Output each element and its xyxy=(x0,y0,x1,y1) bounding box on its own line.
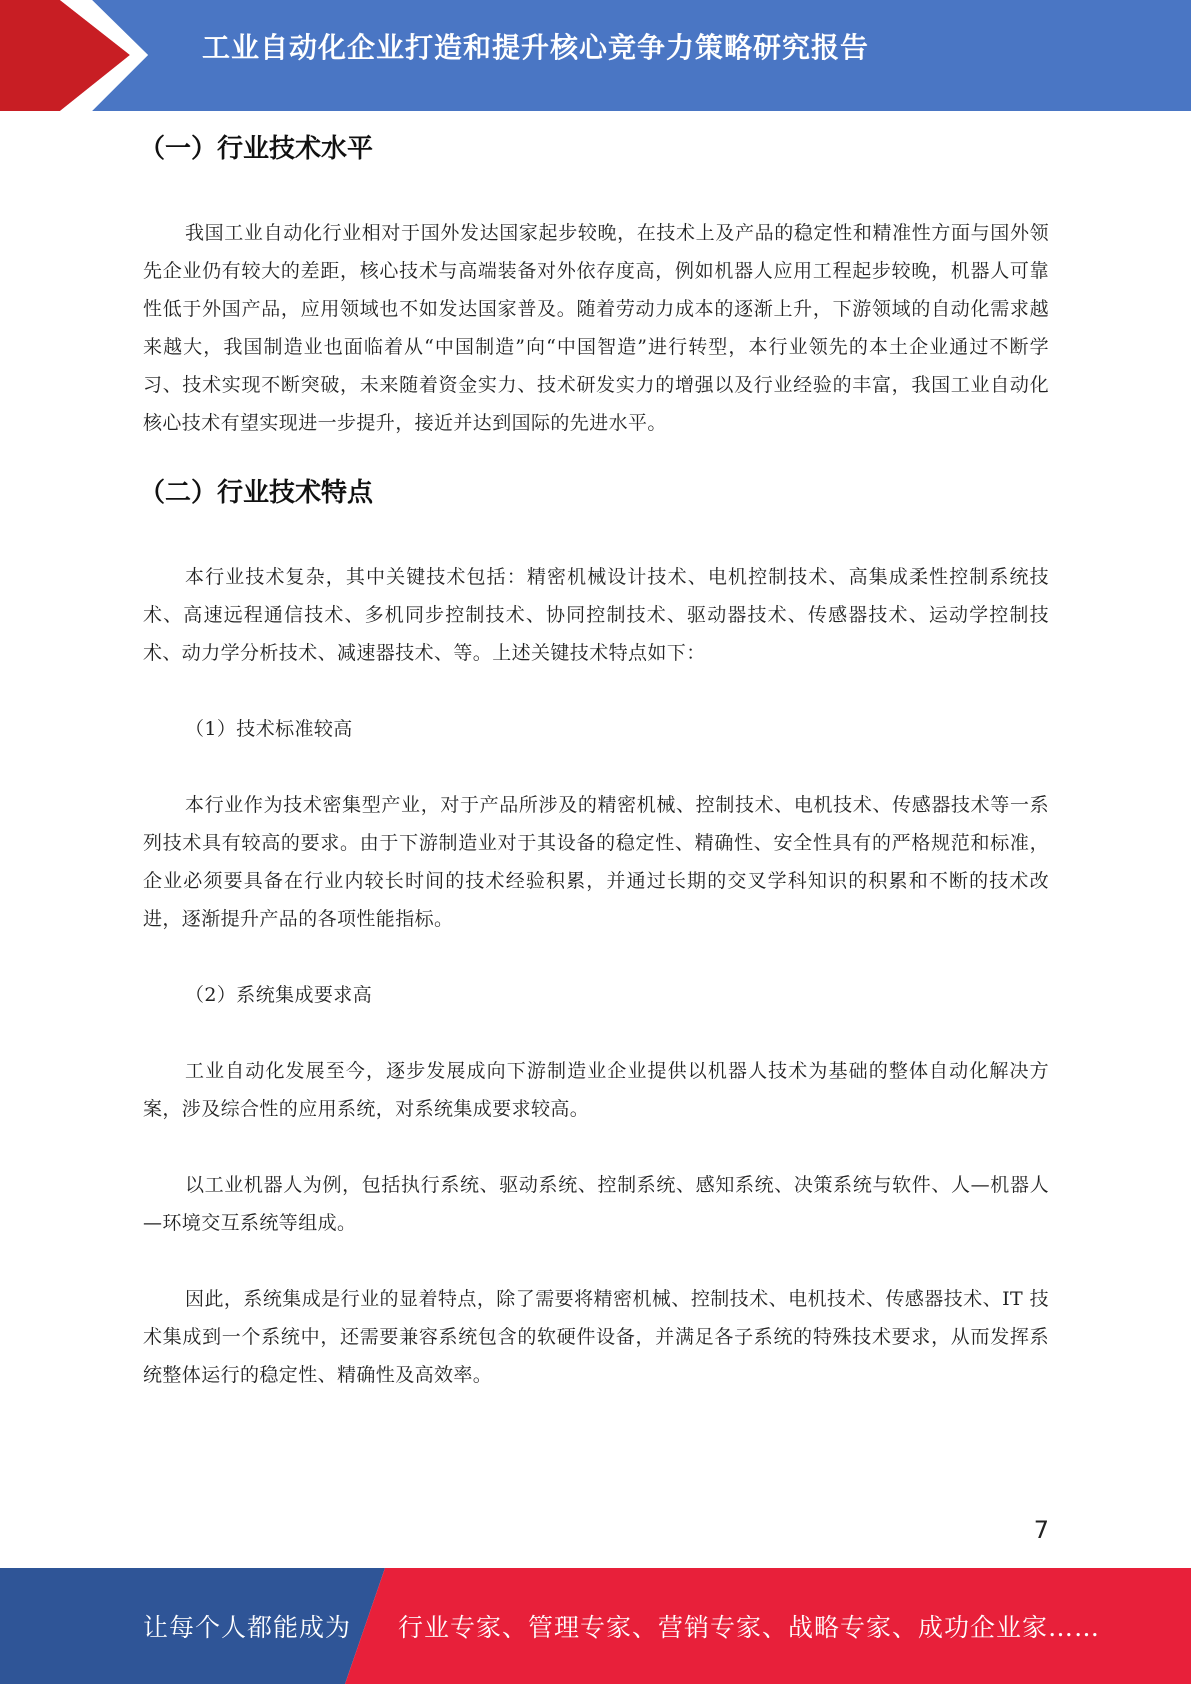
section-heading: （二）行业技术特点 xyxy=(139,478,374,508)
footer-slogan-left: 让每个人都能成为 xyxy=(143,1613,352,1642)
header-banner xyxy=(0,0,1191,111)
paragraph: 我国工业自动化行业相对于国外发达国家起步较晚，在技术上及产品的稳定性和精准性方面与国外领先企业仍有较大的差距，核心技术与高端装备对外依存度高，例如机器人应用工程起步较晚，机器人可靠性低于外国产品，应用领域也不如发达国家普及。随着劳动力成本的逐渐上升，下游领域的自动化需求越来越大，我国制造业也面临着从“中国制造”向“中国智造”进行转型，本行业领先的本土企业通过不断学习、技术实现不断突破，未来随着资金实力、技术研发实力的增强以及行业经验的丰富，我国工业自动化核心技术有望实现进一步提升，接近并达到国际的先进水平。 xyxy=(143,222,1049,434)
sub-heading: （1）技术标准较高 xyxy=(185,718,353,740)
footer-slogan-right: 行业专家、管理专家、营销专家、战略专家、成功企业家…… xyxy=(398,1613,1101,1642)
paragraph: 本行业技术复杂，其中关键技术包括：精密机械设计技术、电机控制技术、高集成柔性控制系统技术、高速远程通信技术、多机同步控制技术、协同控制技术、驱动器技术、传感器技术、运动学控制技术、动力学分析技术、减速器技术、等。上述关键技术特点如下： xyxy=(143,566,1049,664)
page-content xyxy=(139,120,1049,1394)
paragraph: 以工业机器人为例，包括执行系统、驱动系统、控制系统、感知系统、决策系统与软件、人—机器人—环境交互系统等组成。 xyxy=(143,1174,1049,1234)
sub-heading: （2）系统集成要求高 xyxy=(185,984,373,1006)
page-number: 7 xyxy=(1033,1516,1049,1544)
footer-banner xyxy=(0,1568,1191,1684)
paragraph: 因此，系统集成是行业的显着特点，除了需要将精密机械、控制技术、电机技术、传感器技术、IT 技术集成到一个系统中，还需要兼容系统包含的软硬件设备，并满足各子系统的特殊技术要求，从而发挥系统整体运行的稳定性、精确性及高效率。 xyxy=(143,1288,1049,1386)
paragraph: 本行业作为技术密集型产业，对于产品所涉及的精密机械、控制技术、电机技术、传感器技术等一系列技术具有较高的要求。由于下游制造业对于其设备的稳定性、精确性、安全性具有的严格规范和标准，企业必须要具备在行业内较长时间的技术经验积累，并通过长期的交叉学科知识的积累和不断的技术改进，逐渐提升产品的各项性能指标。 xyxy=(143,794,1049,930)
report-title: 工业自动化企业打造和提升核心竞争力策略研究报告 xyxy=(201,31,869,64)
paragraph: 工业自动化发展至今，逐步发展成向下游制造业企业提供以机器人技术为基础的整体自动化解决方案，涉及综合性的应用系统，对系统集成要求较高。 xyxy=(143,1060,1049,1120)
section-heading: （一）行业技术水平 xyxy=(139,134,374,164)
